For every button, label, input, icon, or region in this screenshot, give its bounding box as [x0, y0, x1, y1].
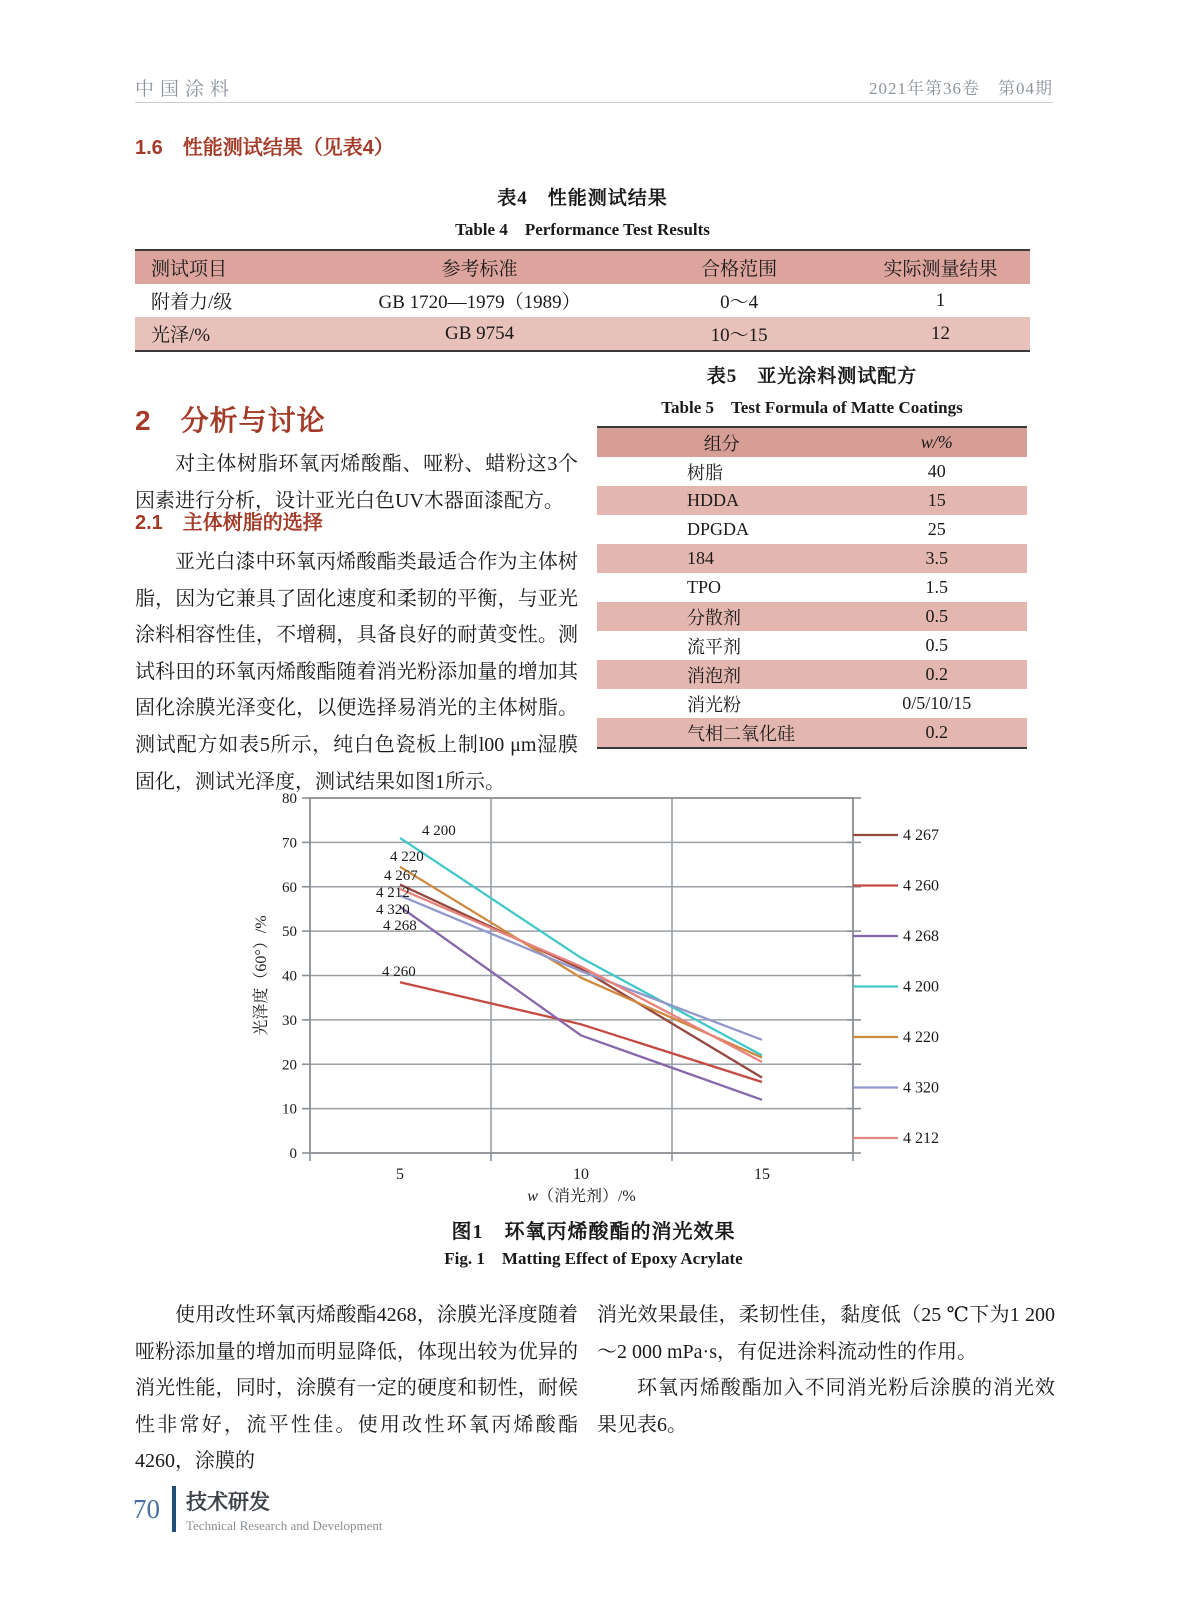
- table-cell: 0.2: [925, 722, 948, 742]
- table-row: [597, 660, 1027, 689]
- legend-label: 4 267: [903, 827, 939, 844]
- table5-block: [597, 361, 1027, 749]
- legend-label: 4 268: [903, 928, 939, 945]
- bottom-right-column: [597, 1297, 1055, 1443]
- bottom-right-paragraph-1: 消光效果最佳，柔韧性佳，黏度低（25 ℃下为1 200～2 000 mPa·s，有促进涂料流动性的作用。: [597, 1304, 1055, 1363]
- table-cell: 25: [927, 519, 946, 539]
- series-data-label: 4 267: [384, 868, 418, 884]
- series-data-label: 4 212: [376, 885, 410, 901]
- table-header-row: [135, 250, 1030, 284]
- series-data-label: 4 220: [390, 849, 424, 865]
- section-2-paragraph: 对主体树脂环氧丙烯酸酯、哑粉、蜡粉这3个因素进行分析，设计亚光白色UV木器面漆配方。: [135, 453, 578, 512]
- footer-section-zh: 技术研发: [186, 1491, 270, 1514]
- bottom-left-paragraph: 使用改性环氧丙烯酸酯4268，涂膜光泽度随着哑粉添加量的增加而明显降低，体现出较为优异的消光性能，同时，涂膜有一定的硬度和韧性，耐候性非常好，流平性佳。使用改性环氧丙烯酸酯4260，涂膜的: [135, 1304, 578, 1473]
- table-row: [597, 544, 1027, 573]
- table-cell: 气相二氧化硅: [687, 723, 795, 744]
- table-cell: 0/5/10/15: [902, 693, 972, 713]
- footer-divider-bar: [172, 1486, 176, 1532]
- page-number: 70: [133, 1494, 160, 1524]
- table5-title-zh: 表5 亚光涂料测试配方: [706, 366, 918, 387]
- table-header-cell: 参考标准: [441, 259, 518, 280]
- legend-label: 4 220: [903, 1029, 939, 1046]
- table-header-cell: w/%: [920, 432, 953, 452]
- table-cell: 10～15: [710, 325, 768, 346]
- table-cell: 3.5: [925, 548, 948, 568]
- y-tick-label: 70: [282, 835, 297, 852]
- table-cell: 分散剂: [687, 607, 741, 628]
- y-tick-label: 50: [282, 924, 297, 941]
- matte-coating-formula-table: [597, 426, 1027, 749]
- series-data-label: 4 260: [382, 964, 416, 980]
- y-tick-label: 0: [289, 1146, 297, 1162]
- table4-title-zh: 表4 性能测试结果: [497, 188, 668, 209]
- x-tick-label: 15: [754, 1166, 770, 1183]
- bottom-right-paragraph-2: 环氧丙烯酸酯加入不同消光粉后涂膜的消光效果见表6。: [597, 1377, 1055, 1436]
- table-cell: 15: [927, 490, 946, 510]
- table-row: [597, 486, 1027, 515]
- table-row: [597, 457, 1027, 486]
- figure1-caption-en: Fig. 1 Matting Effect of Epoxy Acrylate: [444, 1249, 743, 1268]
- section-2-1-heading: 2.1 主体树脂的选择: [135, 512, 323, 534]
- table-header-cell: 组分: [703, 433, 740, 454]
- legend-label: 4 200: [903, 978, 939, 996]
- legend-label: 4 320: [903, 1079, 939, 1097]
- y-tick-label: 60: [282, 879, 297, 896]
- table-cell: GB 1720—1979（1989）: [378, 292, 581, 313]
- table5-title-en: Table 5 Test Formula of Matte Coatings: [661, 398, 963, 417]
- table-row: [597, 689, 1027, 718]
- table-header-cell: 合格范围: [701, 259, 778, 280]
- series-data-label: 4 268: [383, 918, 417, 934]
- table-cell: 1: [935, 289, 946, 311]
- x-tick-label: 10: [573, 1166, 589, 1183]
- table-row: [597, 515, 1027, 544]
- footer-section-en: Technical Research and Development: [186, 1518, 383, 1533]
- series-data-label: 4 200: [422, 823, 456, 839]
- y-tick-label: 80: [282, 791, 297, 807]
- y-tick-label: 10: [282, 1101, 297, 1118]
- series-line-4268: [400, 907, 762, 1100]
- x-axis-title: w（消光剂）/%: [527, 1188, 636, 1205]
- table-row: [597, 602, 1027, 631]
- section-2-heading: 2 分析与讨论: [135, 405, 326, 436]
- table-cell: 流平剂: [687, 636, 741, 657]
- table-header-row: [597, 427, 1027, 457]
- table-cell: 树脂: [687, 462, 723, 483]
- page-header: [135, 74, 1053, 103]
- section-1-6-heading: 1.6 性能测试结果（见表4）: [135, 137, 394, 159]
- table-cell: 光泽/%: [151, 325, 211, 346]
- table-cell: 0～4: [720, 292, 759, 313]
- table-header-cell: 测试项目: [151, 259, 228, 280]
- table-row: [597, 573, 1027, 602]
- performance-test-results-table: [135, 249, 1030, 352]
- y-tick-label: 20: [282, 1057, 297, 1074]
- table-cell: 184: [687, 548, 714, 568]
- table-cell: 0.5: [925, 606, 948, 626]
- journal-name: 中国涂料: [135, 79, 236, 100]
- legend-label: 4 260: [903, 877, 939, 895]
- table-cell: 40: [927, 461, 946, 481]
- table-row: [135, 317, 1030, 351]
- table-cell: TPO: [687, 577, 722, 597]
- section-2-1-paragraph: 亚光白漆中环氧丙烯酸酯类最适合作为主体树脂，因为它兼具了固化速度和柔韧的平衡，与亚光涂料相容性佳，不增稠，具备良好的耐黄变性。测试科田的环氧丙烯酸酯随着消光粉添加量的增加其固化涂膜光泽变化，以便选择易消光的主体树脂。测试配方如表5所示，纯白色瓷板上制l00 μm湿膜固化，测试光泽度，测试结果如图1所示。: [135, 551, 578, 793]
- y-tick-label: 40: [282, 968, 297, 985]
- series-data-label: 4 320: [376, 902, 410, 918]
- footer-section-labels: [186, 1486, 383, 1534]
- x-tick-label: 5: [396, 1166, 404, 1183]
- y-axis-title: 光泽度（60°）/%: [253, 915, 270, 1036]
- table-row: [597, 631, 1027, 660]
- table-cell: 消泡剂: [687, 665, 741, 686]
- table-header-cell: 实际测量结果: [883, 259, 998, 280]
- journal-issue: 2021年第36卷 第04期: [869, 79, 1053, 98]
- table-cell: 12: [930, 322, 950, 344]
- table-cell: 附着力/级: [151, 292, 233, 313]
- table-cell: 0.5: [925, 635, 948, 655]
- legend-label: 4 212: [903, 1130, 939, 1147]
- table4-block: [135, 183, 1030, 352]
- table-cell: DPGDA: [687, 519, 750, 539]
- matting-effect-chart-svg: [250, 768, 940, 1205]
- table-row: [135, 284, 1030, 317]
- table-cell: GB 9754: [444, 322, 515, 344]
- figure1-caption-zh: 图1 环氧丙烯酸酯的消光效果: [451, 1221, 736, 1243]
- table-cell: 1.5: [925, 577, 948, 597]
- table-cell: HDDA: [687, 490, 739, 510]
- table-row: [597, 718, 1027, 748]
- table-cell: 消光粉: [687, 694, 741, 715]
- series-line-4220: [400, 867, 762, 1058]
- page-footer: [133, 1486, 383, 1536]
- table-cell: 0.2: [925, 664, 948, 684]
- figure1-line-chart: [250, 768, 940, 1205]
- table4-title-en: Table 4 Performance Test Results: [455, 220, 710, 239]
- y-tick-label: 30: [282, 1012, 297, 1029]
